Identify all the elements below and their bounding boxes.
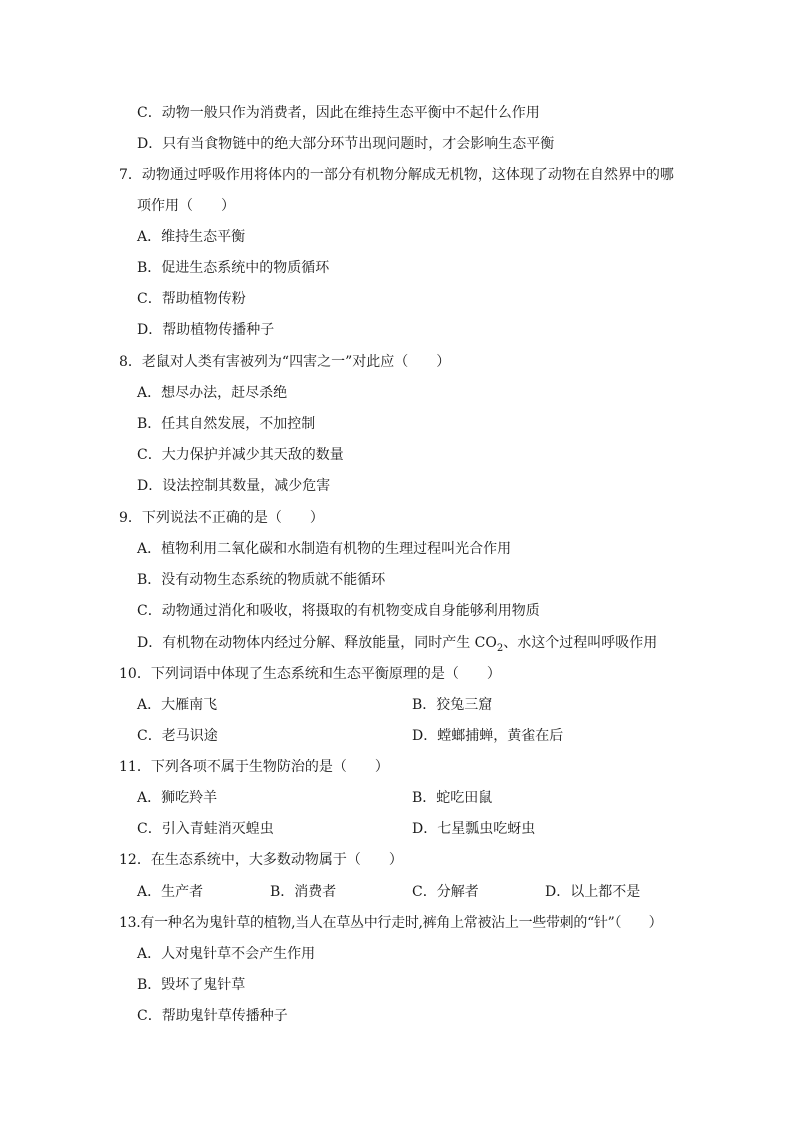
q10-option-b: B．狡兔三窟 [412,697,493,713]
q9-option-b: B．没有动物生态系统的物质就不能循环 [137,572,386,588]
q9-option-d-text: D．有机物在动物体内经过分解、释放能量，同时产生 CO [137,635,497,651]
q11-option-a: A．狮吃羚羊 [137,790,218,806]
q11-option-b: B．蛇吃田鼠 [412,790,493,806]
q7-option-b: B．促进生态系统中的物质循环 [137,260,330,276]
question-13: 13.有一种名为鬼针草的植物,当人在草丛中行走时,裤角上常被沾上一些带刺的“针”（ ） [119,915,663,931]
q11-option-c: C．引入青蛙消灭蝗虫 [137,821,274,837]
q8-option-d: D．设法控制其数量，减少危害 [137,478,331,494]
q6-option-c: C．动物一般只作为消费者，因此在维持生态平衡中不起什么作用 [137,105,540,121]
q12-option-b: B．消费者 [270,884,337,900]
q7-option-c: C．帮助植物传粉 [137,291,246,307]
q9-option-c: C．动物通过消化和吸收，将摄取的有机物变成自身能够利用物质 [137,603,540,619]
q10-option-d: D．螳螂捕蝉，黄雀在后 [412,728,564,744]
q13-option-c: C．帮助鬼针草传播种子 [137,1008,288,1024]
question-7: 7．动物通过呼吸作用将体内的一部分有机物分解成无机物，这体现了动物在自然界中的哪 [119,167,674,183]
q9-option-d [137,634,657,652]
question-8: 8．老鼠对人类有害被列为“四害之一”对此应（ ） [119,354,451,370]
question-11: 11．下列各项不属于生物防治的是（ ） [119,759,389,775]
q8-option-c: C．大力保护并减少其天敌的数量 [137,447,344,463]
question-9: 9．下列说法不正确的是（ ） [119,510,324,526]
question-12: 12．在生态系统中，大多数动物属于（ ） [119,852,403,868]
q9-option-a: A．植物利用二氧化碳和水制造有机物的生理过程叫光合作用 [137,541,512,557]
q7-option-d: D．帮助植物传播种子 [137,322,275,338]
q12-option-a: A．生产者 [137,884,204,900]
q10-option-a: A．大雁南飞 [137,697,218,713]
q6-option-d: D．只有当食物链中的绝大部分环节出现问题时，才会影响生态平衡 [137,136,555,152]
q9-option-d-text-end: 、水这个过程叫呼吸作用 [503,635,658,651]
q13-option-a: A．人对鬼针草不会产生作用 [137,946,316,962]
q10-option-c: C．老马识途 [137,728,218,744]
question-10: 10．下列词语中体现了生态系统和生态平衡原理的是（ ） [119,666,501,682]
q8-option-b: B．任其自然发展，不加控制 [137,416,316,432]
q12-option-c: C．分解者 [412,884,479,900]
q7-option-a: A．维持生态平衡 [137,229,246,245]
co2-subscript: 2 [496,642,504,654]
q11-option-d: D．七星瓢虫吃蚜虫 [412,821,536,837]
question-7-continued: 项作用（ ） [137,198,235,214]
q12-option-d: D．以上都不是 [545,884,641,900]
q13-option-b: B．毁坏了鬼针草 [137,977,246,993]
q8-option-a: A．想尽办法，赶尽杀绝 [137,385,288,401]
